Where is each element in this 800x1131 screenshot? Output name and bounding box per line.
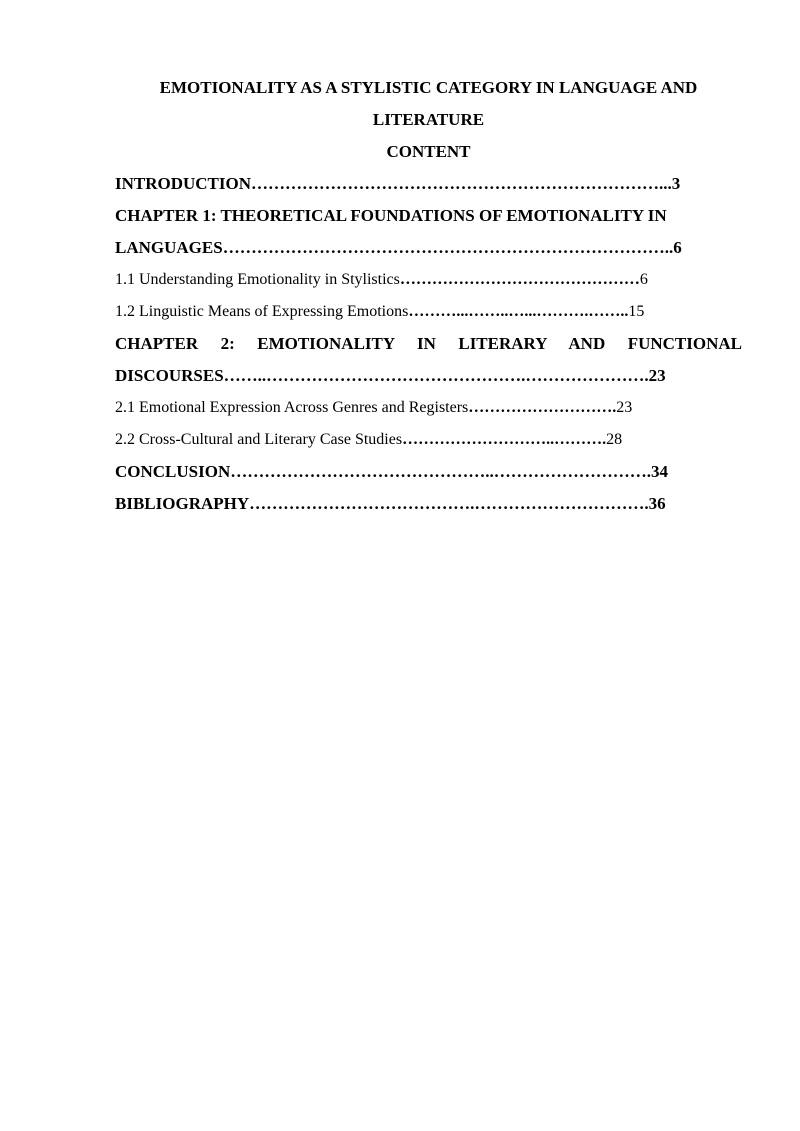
toc-entry-section-1-2[interactable]: [115, 296, 742, 328]
toc-entry-label: CHAPTER 1: THEORETICAL FOUNDATIONS OF EMOTIONALITY IN: [115, 206, 667, 225]
toc-entry-page: 34: [651, 462, 668, 481]
toc-entry-leader: ……………………….: [468, 399, 617, 416]
toc-entry-label: 1.1 Understanding Emotionality in Stylistics: [115, 271, 400, 288]
toc-entry-leader: ………...……..…...……….……..: [408, 303, 629, 320]
toc-entry-label: 1.2 Linguistic Means of Expressing Emotions: [115, 303, 409, 320]
toc-entry-page: 15: [628, 303, 645, 320]
toc-entry-page: 6: [673, 238, 682, 257]
toc-entry-leader: ………………………………………………………………...: [251, 174, 672, 193]
toc-entry-leader: ………………………………………: [399, 271, 640, 288]
toc-entry-page: 23: [616, 399, 633, 416]
toc-entry-chapter-1-line-1[interactable]: [115, 200, 742, 232]
toc-entry-label: 2.2 Cross-Cultural and Literary Case Studies: [115, 431, 403, 448]
table-of-contents: [115, 168, 742, 520]
toc-entry-conclusion[interactable]: [115, 456, 742, 488]
toc-entry-label: CHAPTER 2: EMOTIONALITY IN LITERARY AND FUNCTIONAL: [115, 334, 742, 353]
toc-entry-leader: ……………………………………………………………………..: [222, 238, 674, 257]
toc-entry-label: INTRODUCTION: [115, 174, 252, 193]
page-content: [115, 72, 742, 520]
toc-entry-page: 36: [648, 494, 666, 513]
document-title-line-1: EMOTIONALITY AS A STYLISTIC CATEGORY IN LANGUAGE AND: [159, 78, 698, 97]
toc-entry-leader: ………………………………………..……………………….: [230, 462, 651, 481]
toc-entry-section-2-1[interactable]: [115, 392, 742, 424]
toc-entry-page: 3: [671, 174, 681, 193]
toc-entry-chapter-2-line-2[interactable]: [115, 360, 742, 392]
toc-entry-introduction[interactable]: [115, 168, 742, 200]
toc-entry-label: DISCOURSES: [115, 366, 224, 385]
toc-entry-page: 28: [606, 431, 623, 448]
toc-entry-leader: ……..……………………………………….………………….: [223, 366, 649, 385]
toc-entry-leader: ………………………………….………………………….: [249, 494, 649, 513]
toc-entry-section-2-2[interactable]: [115, 424, 742, 456]
toc-entry-chapter-2-line-1[interactable]: [115, 328, 742, 360]
toc-entry-label: CONCLUSION: [115, 462, 231, 481]
toc-entry-bibliography[interactable]: [115, 488, 742, 520]
toc-entry-page: 23: [648, 366, 666, 385]
toc-entry-label: BIBLIOGRAPHY: [115, 494, 250, 513]
toc-entry-section-1-1[interactable]: [115, 264, 742, 296]
toc-entry-chapter-1-line-2[interactable]: [115, 232, 742, 264]
toc-entry-label: LANGUAGES: [115, 238, 223, 257]
toc-entry-page: 6: [639, 271, 648, 288]
content-heading: CONTENT: [386, 142, 471, 161]
toc-entry-leader: ………………………..……….: [402, 431, 607, 448]
toc-entry-label: 2.1 Emotional Expression Across Genres and Registers: [115, 399, 469, 416]
document-title-line-2: LITERATURE: [372, 110, 485, 129]
